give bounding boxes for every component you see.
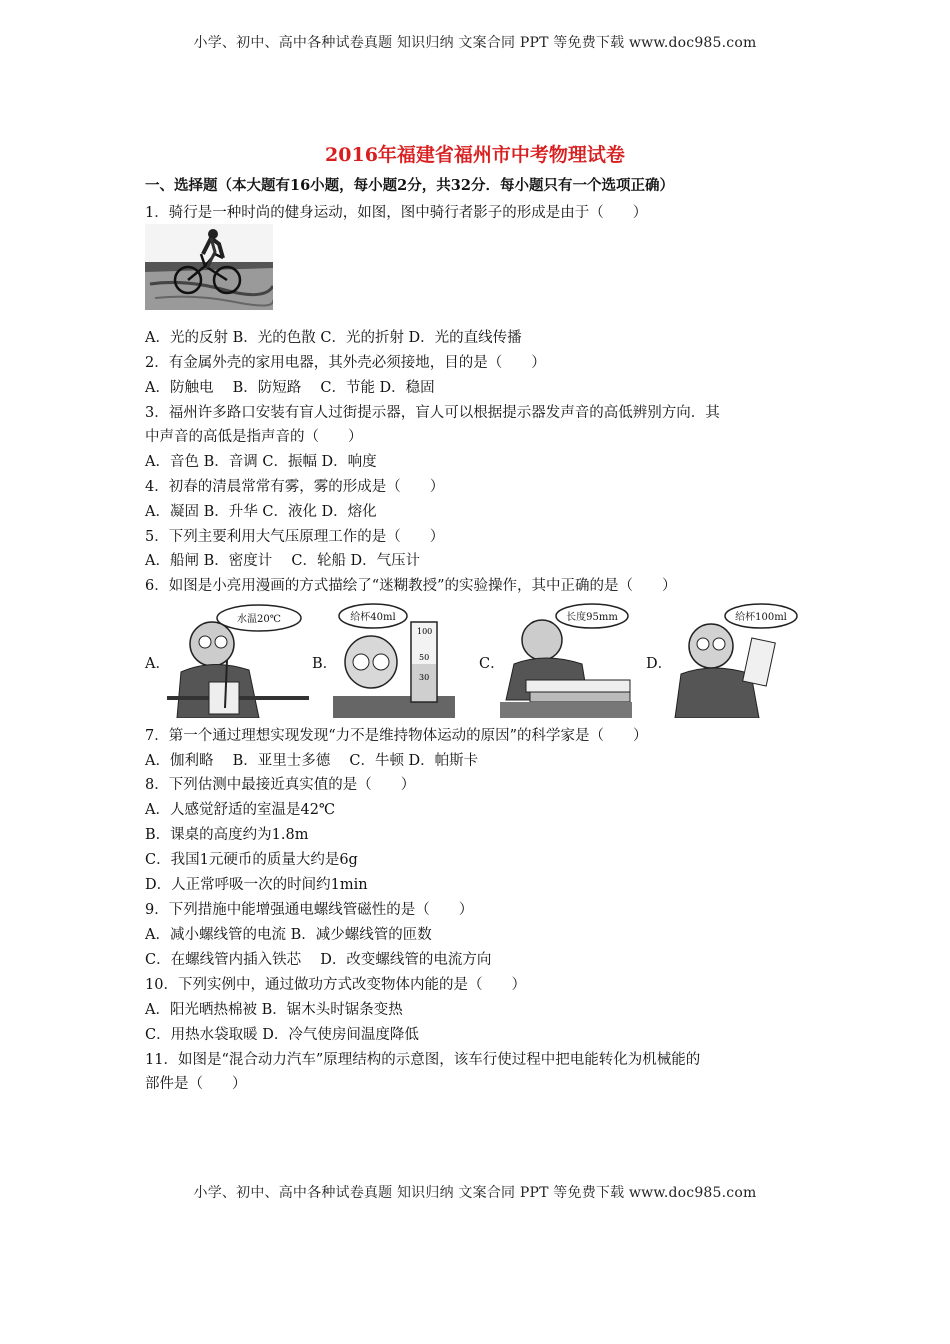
question-2-options: A．防触电 B．防短路 C．节能 D．稳固 [145,380,435,396]
question-10-options-1: A．阳光晒热棉被 B．锯木头时锯条变热 [145,1002,403,1018]
section-heading: 一、选择题（本大题有16小题，每小题2分，共32分．每小题只有一个选项正确） [145,177,674,194]
question-11-line-2: 部件是（ ） [145,1076,247,1092]
question-2: 2．有金属外壳的家用电器，其外壳必须接地，目的是（ ） [145,355,546,371]
question-8-option-d: D．人正常呼吸一次的时间约1min [145,877,368,893]
question-1-options: A．光的反射 B．光的色散 C．光的折射 D．光的直线传播 [145,330,522,346]
professor-thermometer-figure [167,600,309,718]
professor-cylinder-figure [333,600,455,718]
exam-title: 2016年福建省福州市中考物理试卷 [325,144,625,166]
question-4-options: A．凝固 B．升华 C．液化 D．熔化 [145,504,377,520]
question-8-option-c: C．我国1元硬币的质量大约是6g [145,852,358,868]
page-header: 小学、初中、高中各种试卷真题 知识归纳 文案合同 PPT 等免费下载 www.doc985.com [193,35,757,51]
question-8-option-a: A．人感觉舒适的室温是42℃ [145,802,336,818]
professor-ruler-figure [500,600,632,718]
question-11-line-1: 11．如图是“混合动力汽车”原理结构的示意图，该车行使过程中把电能转化为机械能的 [145,1052,701,1068]
q6-bubble-c: 长度95mm [566,612,618,623]
question-8-option-b: B．课桌的高度约为1.8m [145,827,309,843]
question-7: 7．第一个通过理想实现发现“力不是维持物体运动的原因”的科学家是（ ） [145,728,648,744]
q6-bubble-a: 水温20℃ [237,614,281,625]
q6-option-c-label: C． [479,656,505,672]
cyclist-figure [145,224,273,310]
question-5: 5．下列主要利用大气压原理工作的是（ ） [145,529,445,545]
page-footer: 小学、初中、高中各种试卷真题 知识归纳 文案合同 PPT 等免费下载 www.doc985.com [193,1185,757,1201]
question-1: 1．骑行是一种时尚的健身运动，如图，图中骑行者影子的形成是由于（ ） [145,205,648,221]
professor-measuring-glass-figure [667,600,799,718]
question-10-options-2: C．用热水袋取暖 D．冷气使房间温度降低 [145,1027,419,1043]
q6-option-d-label: D． [646,656,673,672]
q6-option-b-label: B． [312,656,338,672]
question-9: 9．下列措施中能增强通电螺线管磁性的是（ ） [145,902,474,918]
q6-scale-100: 100 [417,627,433,636]
question-7-options: A．伽利略 B．亚里士多德 C．牛顿 D．帕斯卡 [145,753,479,769]
q6-bubble-d: 给杯100ml [735,612,787,623]
question-4: 4．初春的清晨常常有雾，雾的形成是（ ） [145,479,445,495]
question-3-options: A．音色 B．音调 C．振幅 D．响度 [145,454,377,470]
question-6: 6．如图是小亮用漫画的方式描绘了“迷糊教授”的实验操作，其中正确的是（ ） [145,578,677,594]
q6-option-a-label: A． [145,656,170,672]
q6-scale-50: 50 [419,653,430,662]
question-9-options-2: C．在螺线管内插入铁芯 D．改变螺线管的电流方向 [145,952,492,968]
question-9-options-1: A．减小螺线管的电流 B．减少螺线管的匝数 [145,927,432,943]
question-3-line-1: 3．福州许多路口安装有盲人过街提示器，盲人可以根据提示器发声音的高低辨别方向．其 [145,405,720,421]
q6-bubble-b: 给杯40ml [350,612,396,623]
question-10: 10．下列实例中，通过做功方式改变物体内能的是（ ） [145,977,526,993]
q6-scale-30: 30 [419,673,430,682]
question-5-options: A．船闸 B．密度计 C．轮船 D．气压计 [145,553,421,569]
question-3-line-2: 中声音的高低是指声音的（ ） [145,429,363,445]
question-8: 8．下列估测中最接近真实值的是（ ） [145,777,416,793]
